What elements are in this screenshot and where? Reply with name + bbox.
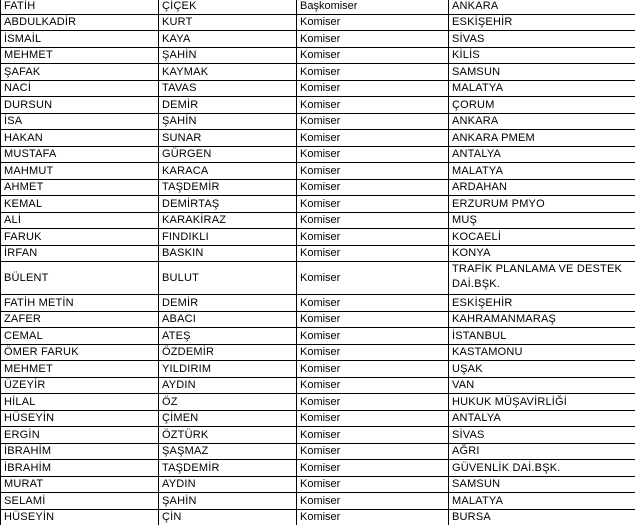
- rank-cell[interactable]: Komiser: [297, 509, 449, 525]
- last-name-cell[interactable]: FINDIKLI: [159, 229, 297, 246]
- table-row: [1, 509, 635, 525]
- first-name-cell[interactable]: İBRAHİM: [1, 460, 159, 477]
- assignment-cell[interactable]: MUŞ: [449, 212, 635, 229]
- table-row: [1, 14, 635, 31]
- assignment-cell[interactable]: KİLİS: [449, 47, 635, 64]
- last-name-cell[interactable]: YILDIRIM: [159, 361, 297, 378]
- last-name-cell[interactable]: TAŞDEMİR: [159, 460, 297, 477]
- last-name-cell[interactable]: ŞAHİN: [159, 493, 297, 510]
- last-name-cell[interactable]: GÜRGEN: [159, 146, 297, 163]
- table-row: [1, 344, 635, 361]
- table-row: [1, 245, 635, 262]
- rank-cell[interactable]: Başkomiser: [297, 0, 449, 14]
- first-name-cell[interactable]: FATİH METİN: [1, 295, 159, 312]
- table-row: [1, 212, 635, 229]
- assignment-cell[interactable]: MALATYA: [449, 493, 635, 510]
- rank-cell[interactable]: Komiser: [297, 14, 449, 31]
- rank-cell[interactable]: Komiser: [297, 443, 449, 460]
- first-name-cell[interactable]: ÖMER FARUK: [1, 344, 159, 361]
- rank-cell[interactable]: Komiser: [297, 460, 449, 477]
- assignment-cell[interactable]: GÜVENLİK DAİ.BŞK.: [449, 460, 635, 477]
- rank-cell[interactable]: Komiser: [297, 493, 449, 510]
- last-name-cell[interactable]: ÖZDEMİR: [159, 344, 297, 361]
- last-name-cell[interactable]: DEMİR: [159, 295, 297, 312]
- first-name-cell[interactable]: ŞAFAK: [1, 64, 159, 81]
- rank-cell[interactable]: Komiser: [297, 196, 449, 213]
- assignment-cell[interactable]: ESKİŞEHİR: [449, 295, 635, 312]
- first-name-cell[interactable]: KEMAL: [1, 196, 159, 213]
- rank-cell[interactable]: Komiser: [297, 80, 449, 97]
- last-name-cell[interactable]: DEMİRTAŞ: [159, 196, 297, 213]
- last-name-cell[interactable]: ŞAHİN: [159, 47, 297, 64]
- first-name-cell[interactable]: MEHMET: [1, 361, 159, 378]
- table-row: [1, 64, 635, 81]
- rank-cell[interactable]: Komiser: [297, 427, 449, 444]
- rank-cell[interactable]: Komiser: [297, 229, 449, 246]
- last-name-cell[interactable]: ÇİÇEK: [159, 0, 297, 14]
- rank-cell[interactable]: Komiser: [297, 295, 449, 312]
- first-name-cell[interactable]: HÜSEYİN: [1, 410, 159, 427]
- table-row: [1, 196, 635, 213]
- assignment-cell[interactable]: SİVAS: [449, 427, 635, 444]
- first-name-cell[interactable]: FARUK: [1, 229, 159, 246]
- table-row: [1, 97, 635, 114]
- assignment-cell[interactable]: KASTAMONU: [449, 344, 635, 361]
- assignment-cell[interactable]: ANTALYA: [449, 146, 635, 163]
- table-row: [1, 0, 635, 14]
- table-row: [1, 427, 635, 444]
- first-name-cell[interactable]: SELAMİ: [1, 493, 159, 510]
- table-row: [1, 410, 635, 427]
- assignment-cell[interactable]: SİVAS: [449, 31, 635, 48]
- rank-cell[interactable]: Komiser: [297, 245, 449, 262]
- first-name-cell[interactable]: HAKAN: [1, 130, 159, 147]
- assignment-cell[interactable]: ANTALYA: [449, 410, 635, 427]
- first-name-cell[interactable]: İRFAN: [1, 245, 159, 262]
- assignment-cell[interactable]: ANKARA PMEM: [449, 130, 635, 147]
- table-row: [1, 146, 635, 163]
- first-name-cell[interactable]: CEMAL: [1, 328, 159, 345]
- assignment-cell[interactable]: ARDAHAN: [449, 179, 635, 196]
- assignment-cell[interactable]: ERZURUM PMYO: [449, 196, 635, 213]
- rank-cell[interactable]: Komiser: [297, 377, 449, 394]
- assignment-cell[interactable]: UŞAK: [449, 361, 635, 378]
- last-name-cell[interactable]: DEMİR: [159, 97, 297, 114]
- first-name-cell[interactable]: ERGİN: [1, 427, 159, 444]
- first-name-cell[interactable]: ZAFER: [1, 311, 159, 328]
- rank-cell[interactable]: Komiser: [297, 262, 449, 295]
- last-name-cell[interactable]: BULUT: [159, 262, 297, 295]
- table-row: [1, 113, 635, 130]
- rank-cell[interactable]: Komiser: [297, 179, 449, 196]
- assignment-cell[interactable]: VAN: [449, 377, 635, 394]
- personnel-table-body: [1, 0, 635, 525]
- rank-cell[interactable]: Komiser: [297, 476, 449, 493]
- first-name-cell[interactable]: MEHMET: [1, 47, 159, 64]
- assignment-cell[interactable]: AĞRI: [449, 443, 635, 460]
- first-name-cell[interactable]: HÜSEYİN: [1, 509, 159, 525]
- last-name-cell[interactable]: ABACI: [159, 311, 297, 328]
- last-name-cell[interactable]: KARACA: [159, 163, 297, 180]
- assignment-cell[interactable]: İSTANBUL: [449, 328, 635, 345]
- assignment-cell[interactable]: TRAFİK PLANLAMA VE DESTEK DAİ.BŞK.: [449, 262, 635, 295]
- last-name-cell[interactable]: TAVAS: [159, 80, 297, 97]
- first-name-cell[interactable]: HİLAL: [1, 394, 159, 411]
- last-name-cell[interactable]: BASKIN: [159, 245, 297, 262]
- first-name-cell[interactable]: MURAT: [1, 476, 159, 493]
- rank-cell[interactable]: Komiser: [297, 410, 449, 427]
- assignment-cell[interactable]: SAMSUN: [449, 476, 635, 493]
- table-row: [1, 163, 635, 180]
- assignment-cell[interactable]: KONYA: [449, 245, 635, 262]
- assignment-cell[interactable]: ESKİŞEHİR: [449, 14, 635, 31]
- last-name-cell[interactable]: KAYA: [159, 31, 297, 48]
- rank-cell[interactable]: Komiser: [297, 394, 449, 411]
- first-name-cell[interactable]: FATİH: [1, 0, 159, 14]
- first-name-cell[interactable]: ABDULKADİR: [1, 14, 159, 31]
- assignment-cell[interactable]: SAMSUN: [449, 64, 635, 81]
- last-name-cell[interactable]: ÖZ: [159, 394, 297, 411]
- rank-cell[interactable]: Komiser: [297, 113, 449, 130]
- last-name-cell[interactable]: ŞAHİN: [159, 113, 297, 130]
- assignment-cell[interactable]: KOCAELİ: [449, 229, 635, 246]
- last-name-cell[interactable]: KAYMAK: [159, 64, 297, 81]
- assignment-cell[interactable]: HUKUK MÜŞAVİRLİĞİ: [449, 394, 635, 411]
- first-name-cell[interactable]: İSMAİL: [1, 31, 159, 48]
- assignment-cell[interactable]: MALATYA: [449, 163, 635, 180]
- last-name-cell[interactable]: ATEŞ: [159, 328, 297, 345]
- assignment-cell[interactable]: MALATYA: [449, 80, 635, 97]
- first-name-cell[interactable]: MAHMUT: [1, 163, 159, 180]
- last-name-cell[interactable]: ÖZTÜRK: [159, 427, 297, 444]
- table-row: [1, 460, 635, 477]
- table-row: [1, 262, 635, 295]
- rank-cell[interactable]: Komiser: [297, 97, 449, 114]
- first-name-cell[interactable]: DURSUN: [1, 97, 159, 114]
- last-name-cell[interactable]: KURT: [159, 14, 297, 31]
- table-row: [1, 394, 635, 411]
- last-name-cell[interactable]: ÇİN: [159, 509, 297, 525]
- rank-cell[interactable]: Komiser: [297, 328, 449, 345]
- rank-cell[interactable]: Komiser: [297, 31, 449, 48]
- rank-cell[interactable]: Komiser: [297, 212, 449, 229]
- last-name-cell[interactable]: ŞAŞMAZ: [159, 443, 297, 460]
- first-name-cell[interactable]: ALİ: [1, 212, 159, 229]
- table-row: [1, 443, 635, 460]
- first-name-cell[interactable]: BÜLENT: [1, 262, 159, 295]
- first-name-cell[interactable]: İSA: [1, 113, 159, 130]
- table-row: [1, 311, 635, 328]
- table-row: [1, 229, 635, 246]
- table-row: [1, 31, 635, 48]
- rank-cell[interactable]: Komiser: [297, 163, 449, 180]
- rank-cell[interactable]: Komiser: [297, 47, 449, 64]
- assignment-cell[interactable]: BURSA: [449, 509, 635, 525]
- last-name-cell[interactable]: AYDIN: [159, 377, 297, 394]
- last-name-cell[interactable]: KARAKİRAZ: [159, 212, 297, 229]
- first-name-cell[interactable]: İBRAHİM: [1, 443, 159, 460]
- table-row: [1, 328, 635, 345]
- assignment-cell[interactable]: ANKARA: [449, 113, 635, 130]
- assignment-cell[interactable]: ANKARA: [449, 0, 635, 14]
- table-row: [1, 493, 635, 510]
- first-name-cell[interactable]: MUSTAFA: [1, 146, 159, 163]
- table-row: [1, 130, 635, 147]
- last-name-cell[interactable]: SUNAR: [159, 130, 297, 147]
- first-name-cell[interactable]: NACİ: [1, 80, 159, 97]
- last-name-cell[interactable]: TAŞDEMİR: [159, 179, 297, 196]
- assignment-cell[interactable]: KAHRAMANMARAŞ: [449, 311, 635, 328]
- first-name-cell[interactable]: ÜZEYİR: [1, 377, 159, 394]
- table-row: [1, 179, 635, 196]
- table-row: [1, 80, 635, 97]
- rank-cell[interactable]: Komiser: [297, 311, 449, 328]
- last-name-cell[interactable]: AYDIN: [159, 476, 297, 493]
- rank-cell[interactable]: Komiser: [297, 64, 449, 81]
- rank-cell[interactable]: Komiser: [297, 130, 449, 147]
- last-name-cell[interactable]: ÇİMEN: [159, 410, 297, 427]
- table-row: [1, 47, 635, 64]
- table-row: [1, 377, 635, 394]
- assignment-cell[interactable]: ÇORUM: [449, 97, 635, 114]
- first-name-cell[interactable]: AHMET: [1, 179, 159, 196]
- rank-cell[interactable]: Komiser: [297, 146, 449, 163]
- rank-cell[interactable]: Komiser: [297, 344, 449, 361]
- rank-cell[interactable]: Komiser: [297, 361, 449, 378]
- table-row: [1, 295, 635, 312]
- table-row: [1, 476, 635, 493]
- table-row: [1, 361, 635, 378]
